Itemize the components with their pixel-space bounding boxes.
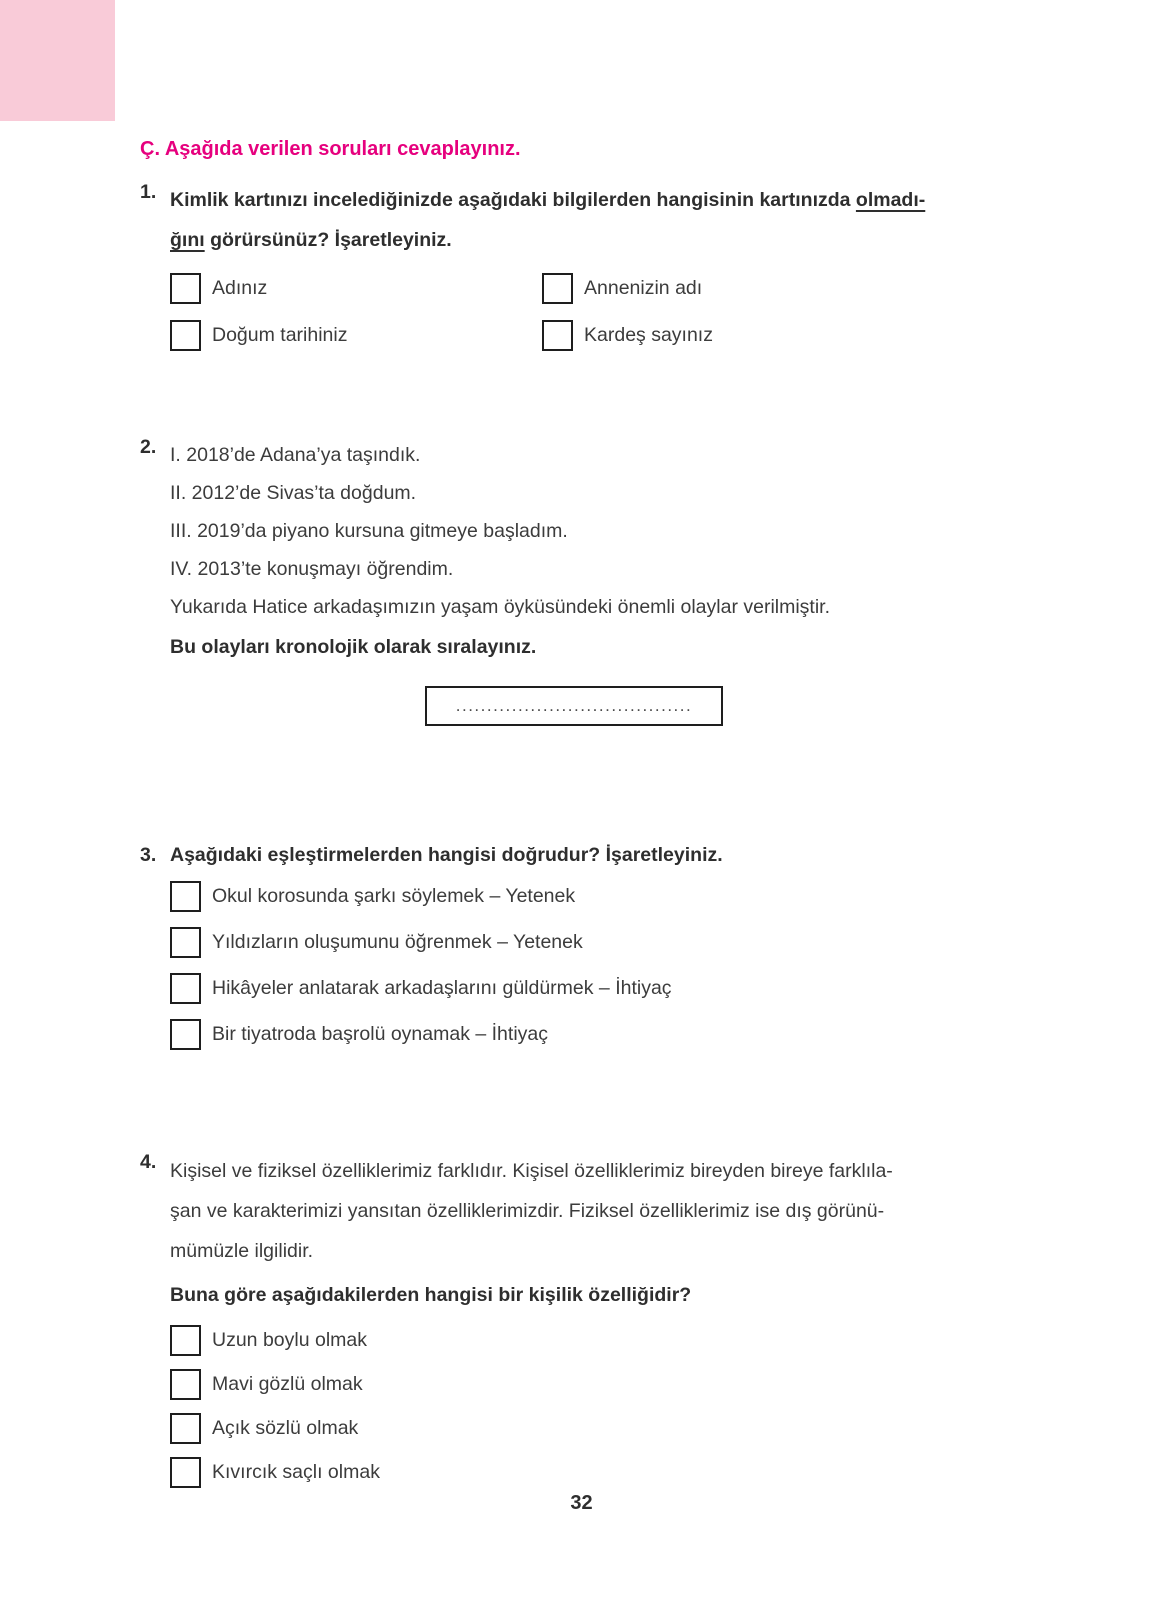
question-3-text: Aşağıdaki eşleştirmelerden hangisi doğrudur? İşaretleyiniz.: [170, 843, 723, 866]
option-row: [170, 1325, 1068, 1357]
question-3-number: 3.: [140, 843, 157, 866]
option-label: Kıvırcık saçlı olmak: [212, 1461, 380, 1484]
list-item: I. 2018’de Adana’ya taşındık.: [170, 443, 421, 466]
checkbox[interactable]: [170, 1019, 201, 1050]
option-label: Okul korosunda şarkı söylemek – Yetenek: [212, 885, 576, 908]
option-row: [170, 1369, 1068, 1401]
question-4-text: Buna göre aşağıdakilerden hangisi bir kişilik özelliğidir?: [170, 1283, 692, 1306]
list-item: IV. 2013’te konuşmayı öğrendim.: [170, 557, 454, 580]
option-label: Bir tiyatroda başrolü oynamak – İhtiyaç: [212, 1023, 548, 1046]
question-1-text: Kimlik kartınızı incelediğinizde aşağıdaki bilgilerden hangisinin kartınızda olmadı- ğını görürsünüz? İşaretleyiniz.: [170, 189, 926, 251]
checkbox[interactable]: [170, 927, 201, 958]
page-number: 32: [570, 1492, 593, 1514]
option-row: [542, 320, 1068, 352]
checkbox[interactable]: [170, 1413, 201, 1444]
question-4: [140, 1151, 1068, 1489]
question-3-options: [170, 881, 1068, 1051]
option-label: Açık sözlü olmak: [212, 1417, 359, 1440]
option-row: [542, 273, 1068, 305]
option-label: Yıldızların oluşumunu öğrenmek – Yetenek: [212, 931, 583, 954]
option-row: [170, 973, 1068, 1005]
checkbox[interactable]: [170, 1325, 201, 1356]
question-1: [140, 181, 1068, 352]
checkbox[interactable]: [170, 273, 201, 304]
list-item: II. 2012’de Sivas’ta doğdum.: [170, 481, 417, 504]
question-4-paragraph: Kişisel ve fiziksel özelliklerimiz farklıdır. Kişisel özelliklerimiz bireyden bireye farklıla- şan ve karakterimizi yansıtan özelliklerimizdir. Fiziksel özelliklerimiz ise dış görünü- mümüzle ilgilidir.: [170, 1159, 893, 1262]
question-4-number: 4.: [140, 1150, 157, 1173]
option-label: Hikâyeler anlatarak arkadaşlarını güldürmek – İhtiyaç: [212, 977, 672, 1000]
underlined-word: ğını: [170, 228, 205, 251]
question-2-instruction: Bu olayları kronolojik olarak sıralayınız.: [170, 635, 537, 658]
list-item: III. 2019’da piyano kursuna gitmeye başladım.: [170, 519, 568, 542]
checkbox[interactable]: [542, 320, 573, 351]
option-label: Uzun boylu olmak: [212, 1329, 367, 1352]
option-row: [170, 1019, 1068, 1051]
section-header: Ç. Aşağıda verilen soruları cevaplayınız.: [140, 138, 521, 160]
question-2-number: 2.: [140, 435, 157, 458]
option-label: Kardeş sayınız: [584, 324, 713, 347]
option-row: [170, 1457, 1068, 1489]
answer-box[interactable]: ......................................: [425, 686, 723, 726]
question-1-options: [170, 273, 1068, 352]
checkbox[interactable]: [170, 973, 201, 1004]
option-row: [170, 320, 542, 352]
checkbox[interactable]: [170, 320, 201, 351]
question-2: [140, 436, 1068, 726]
checkbox[interactable]: [170, 881, 201, 912]
question-2-note: Yukarıda Hatice arkadaşımızın yaşam öyküsündeki önemli olaylar verilmiştir.: [170, 595, 831, 618]
option-label: Mavi gözlü olmak: [212, 1373, 363, 1396]
option-row: [170, 881, 1068, 913]
underlined-word: olmadı-: [855, 189, 926, 211]
question-1-number: 1.: [140, 181, 157, 203]
option-row: [170, 273, 542, 305]
checkbox[interactable]: [542, 273, 573, 304]
question-4-options: [170, 1325, 1068, 1489]
option-label: Doğum tarihiniz: [212, 324, 348, 347]
option-label: Annenizin adı: [584, 277, 703, 300]
option-row: [170, 1413, 1068, 1445]
option-row: [170, 927, 1068, 959]
question-3: [140, 844, 1068, 1051]
checkbox[interactable]: [170, 1457, 201, 1488]
checkbox[interactable]: [170, 1369, 201, 1400]
option-label: Adınız: [212, 277, 268, 300]
